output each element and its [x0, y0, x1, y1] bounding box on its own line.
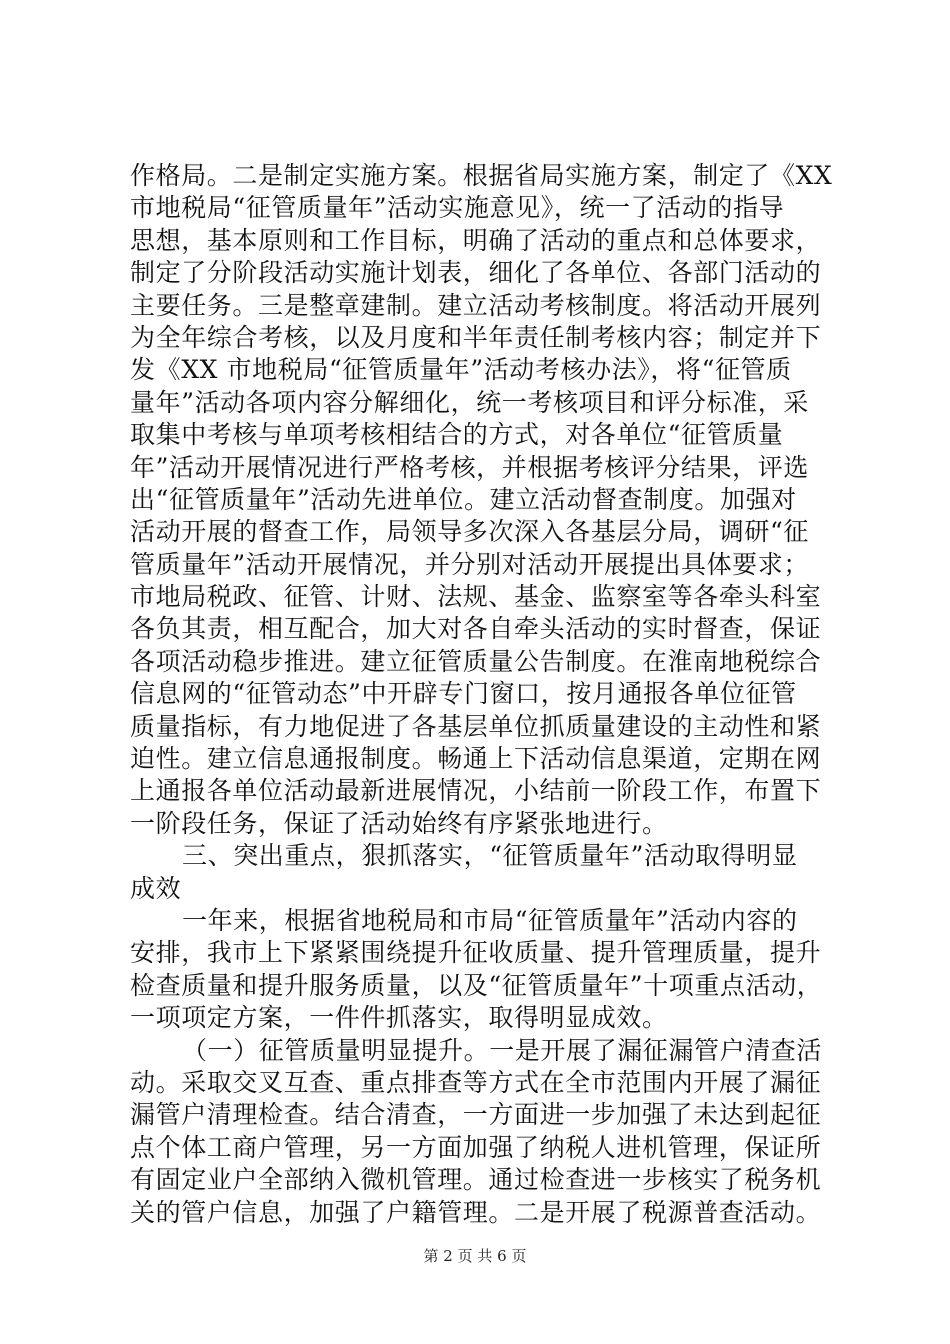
text-line: 有固定业户全部纳入微机管理。通过检查进一步核实了税务机: [130, 1165, 822, 1195]
text-line: 一阶段任务，保证了活动始终有序紧张地进行。: [130, 808, 668, 838]
text-line: 安排，我市上下紧紧围绕提升征收质量、提升管理质量，提升: [130, 938, 822, 968]
text-line: 管质量年”活动开展情况，并分别对活动开展提出具体要求；: [130, 549, 809, 579]
text-line: 作格局。二是制定实施方案。根据省局实施方案，制定了《XX: [130, 161, 833, 190]
text-line: 制定了分阶段活动实施计划表，细化了各单位、各部门活动的: [130, 258, 822, 288]
text-line: 为全年综合考核，以及月度和半年责任制考核内容；制定并下: [130, 322, 822, 352]
text-line: 各项活动稳步推进。建立征管质量公告制度。在淮南地税综合: [130, 646, 822, 676]
text-line: 年”活动开展情况进行严格考核，并根据考核评分结果，评选: [130, 452, 809, 482]
text-line: 市地税局“征管质量年”活动实施意见》，统一了活动的指导: [130, 193, 785, 223]
text-line: 出“征管质量年”活动先进单位。建立活动督查制度。加强对: [130, 484, 797, 514]
section-heading-continuation: 成效: [130, 873, 182, 903]
section-heading: 三、突出重点，狠抓落实，“征管质量年”活动取得明显: [182, 841, 798, 871]
text-line: 迫性。建立信息通报制度。畅通上下活动信息渠道，定期在网: [130, 744, 822, 774]
text-line: 活动开展的督查工作，局领导多次深入各基层分局，调研“征: [130, 517, 809, 547]
text-line: 主要任务。三是整章建制。建立活动考核制度。将活动开展列: [130, 290, 822, 320]
text-line: 检查质量和提升服务质量，以及“征管质量年”十项重点活动，: [130, 970, 823, 1000]
text-line: 上通报各单位活动最新进展情况，小结前一阶段工作，布置下: [130, 776, 822, 806]
text-line: 取集中考核与单项考核相结合的方式，对各单位“征管质量: [130, 420, 784, 450]
text-line: 各负其责，相互配合，加大对各自牵头活动的实时督查，保证: [130, 614, 822, 644]
text-line: 关的管户信息，加强了户籍管理。二是开展了税源普查活动。: [130, 1197, 822, 1227]
text-line: 思想，基本原则和工作目标，明确了活动的重点和总体要求，: [130, 225, 822, 255]
text-line: 信息网的“征管动态”中开辟专门窗口，按月通报各单位征管: [130, 679, 797, 709]
text-line: 点个体工商户管理，另一方面加强了纳税人进机管理，保证所: [130, 1132, 822, 1162]
document-body: [130, 160, 833, 1229]
text-line: 漏管户清理检查。结合清查，一方面进一步加强了未达到起征: [130, 1100, 822, 1130]
text-line: 一年来，根据省地税局和市局“征管质量年”活动内容的: [182, 905, 798, 935]
subsection-heading: （一）征管质量明显提升。一是开展了漏征漏管户清查活: [182, 1035, 823, 1065]
text-line: 动。采取交叉互查、重点排查等方式在全市范围内开展了漏征: [130, 1067, 822, 1097]
text-line: 一项项定方案，一件件抓落实，取得明显成效。: [130, 1003, 668, 1033]
text-line: 量年”活动各项内容分解细化，统一考核项目和评分标准，采: [130, 387, 809, 417]
text-line: 发《XX 市地税局“征管质量年”活动考核办法》，将“征管质: [130, 355, 792, 385]
text-line: 质量指标，有力地促进了各基层单位抓质量建设的主动性和紧: [130, 711, 822, 741]
page-number-footer: 第 2 页 共 6 页: [423, 1247, 527, 1265]
text-line: 市地局税政、征管、计财、法规、基金、监察室等各牵头科室: [130, 582, 822, 612]
